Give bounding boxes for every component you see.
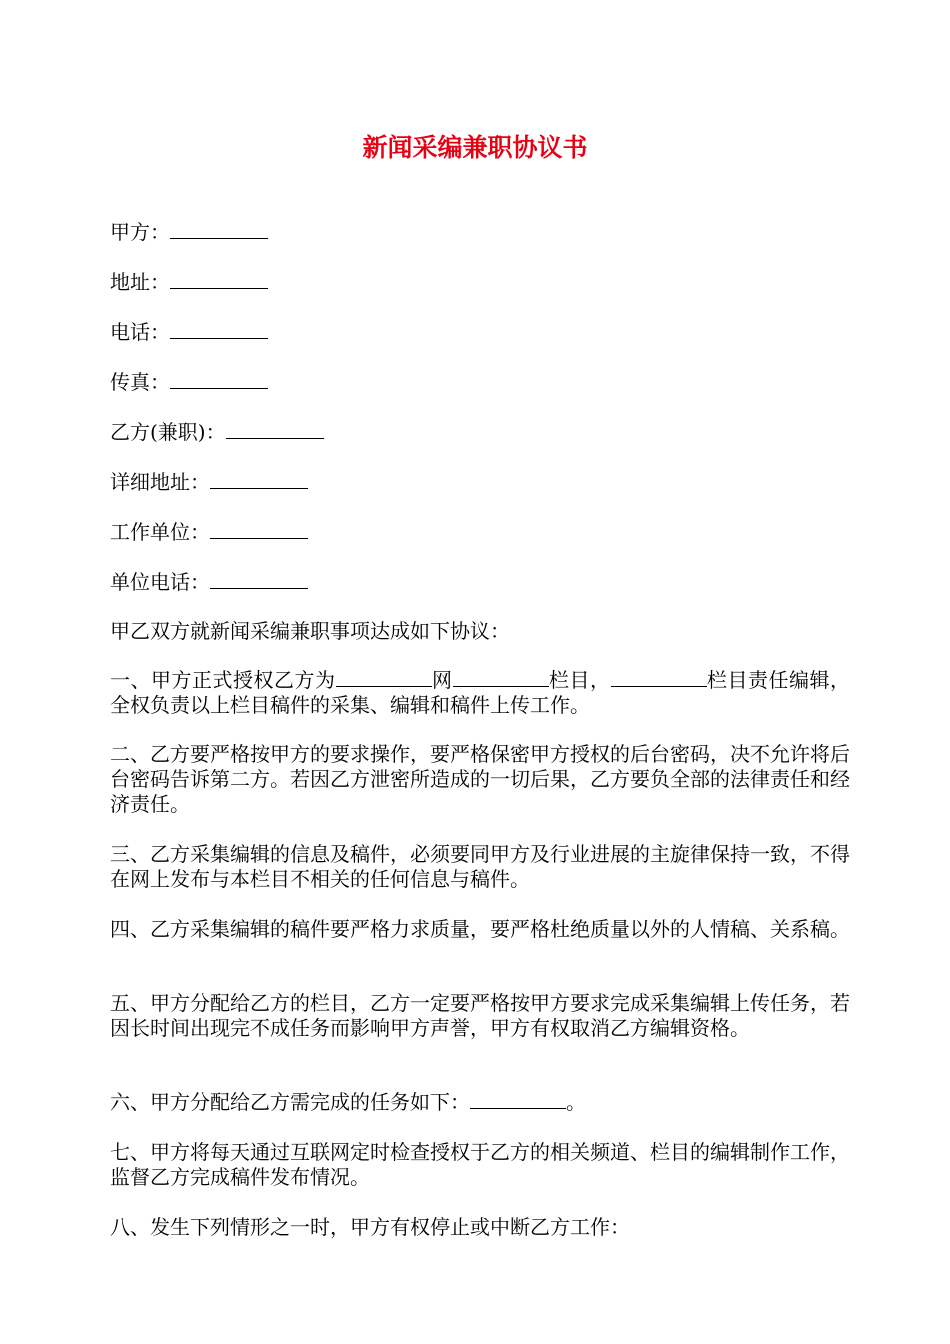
clause-7: 七、甲方将每天通过互联网定时检查授权于乙方的相关频道、栏目的编辑制作工作，监督乙方完成稿件发布情况。	[110, 1140, 850, 1189]
clause-5: 五、甲方分配给乙方的栏目，乙方一定要严格按甲方要求完成采集编辑上传任务，若因长时间出现完不成任务而影响甲方声誉，甲方有权取消乙方编辑资格。	[110, 991, 850, 1040]
field-label: 传真：	[110, 370, 170, 394]
intro-paragraph: 甲乙双方就新闻采编兼职事项达成如下协议：	[110, 619, 510, 643]
field-work-unit	[110, 519, 308, 545]
field-fax	[110, 369, 268, 395]
field-label: 乙方(兼职)：	[110, 420, 226, 444]
blank-line	[210, 520, 308, 539]
document-title: 新闻采编兼职协议书	[362, 133, 588, 162]
field-label: 单位电话：	[110, 570, 210, 594]
field-label: 甲方：	[110, 220, 170, 244]
blank-line	[453, 668, 549, 687]
field-party-a	[110, 219, 268, 245]
blank-line	[170, 320, 268, 339]
clause-6: 六、甲方分配给乙方需完成的任务如下： 。	[110, 1090, 586, 1114]
blank-line	[470, 1090, 566, 1109]
field-party-b	[110, 419, 324, 445]
field-label: 详细地址：	[110, 470, 210, 494]
blank-line	[336, 668, 432, 687]
clause-1: 一、甲方正式授权乙方为 网 栏目， 栏目责任编辑，全权负责以上栏目稿件的采集、编辑和稿件上传工作。	[110, 668, 850, 717]
clause-4: 四、乙方采集编辑的稿件要严格力求质量，要严格杜绝质量以外的人情稿、关系稿。	[110, 917, 850, 941]
clause-2: 二、乙方要严格按甲方的要求操作，要严格保密甲方授权的后台密码，决不允许将后台密码告诉第二方。若因乙方泄密所造成的一切后果，乙方要负全部的法律责任和经济责任。	[110, 742, 850, 816]
field-label: 电话：	[110, 320, 170, 344]
field-phone	[110, 319, 268, 345]
field-detail-address	[110, 469, 308, 495]
blank-line	[611, 668, 707, 687]
blank-line	[226, 420, 324, 439]
blank-line	[210, 470, 308, 489]
blank-line	[170, 220, 268, 239]
blank-line	[170, 270, 268, 289]
field-address	[110, 269, 268, 295]
field-unit-phone	[110, 569, 308, 595]
field-label: 地址：	[110, 270, 170, 294]
clause-8: 八、发生下列情形之一时，甲方有权停止或中断乙方工作：	[110, 1215, 630, 1239]
field-label: 工作单位：	[110, 520, 210, 544]
blank-line	[170, 370, 268, 389]
blank-line	[210, 570, 308, 589]
clause-3: 三、乙方采集编辑的信息及稿件，必须要同甲方及行业进展的主旋律保持一致，不得在网上发布与本栏目不相关的任何信息与稿件。	[110, 842, 850, 891]
